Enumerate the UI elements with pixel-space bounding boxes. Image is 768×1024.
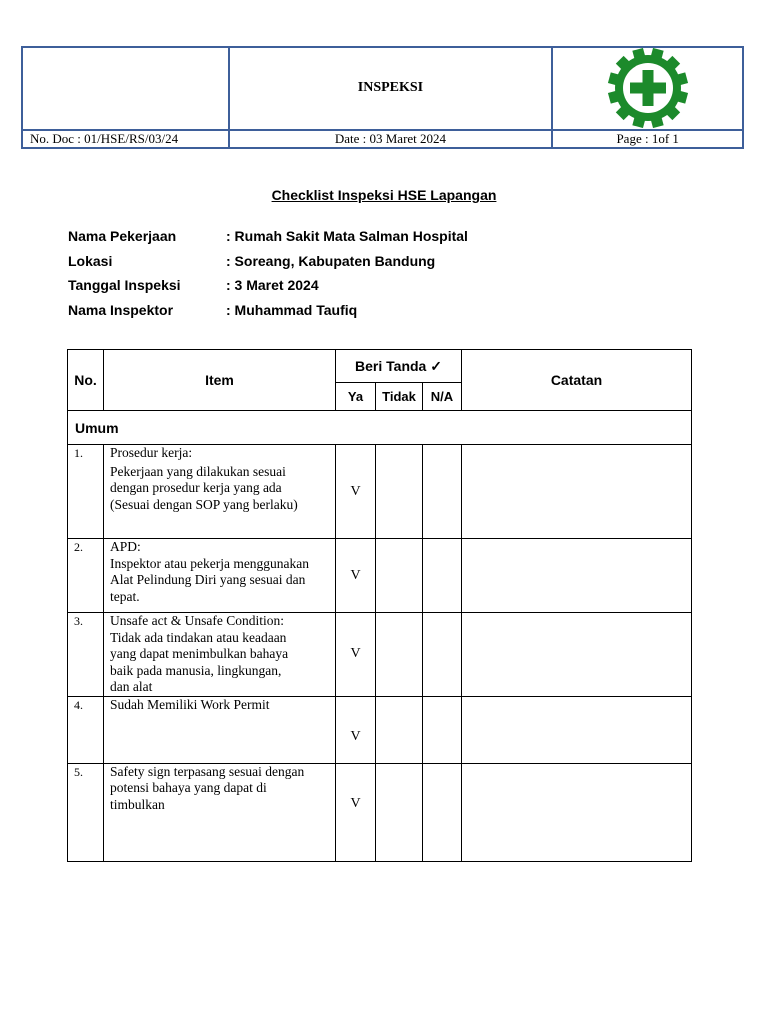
row-item — [104, 763, 336, 861]
row-item-body: potensi bahaya yang dapat di timbulkan — [110, 780, 267, 812]
header-title: INSPEKSI — [229, 47, 553, 130]
mark-tidak — [376, 763, 423, 861]
row-item-body: Pekerjaan yang dilakukan sesuai dengan prosedur kerja yang ada (Sesuai dengan SOP yang berlaku) — [110, 463, 298, 512]
info-value: : Rumah Sakit Mata Salman Hospital — [226, 228, 468, 245]
mark-ya: V — [336, 763, 376, 861]
table-row — [68, 696, 692, 763]
mark-na — [423, 539, 462, 613]
mark-na — [423, 445, 462, 539]
section-umum: Umum — [68, 411, 692, 445]
row-item-heading: Sudah Memiliki Work Permit — [110, 696, 270, 712]
info-row-inspektor — [68, 298, 468, 323]
row-item-body: Tidak ada tindakan atau keadaan yang dapat menimbulkan bahaya baik pada manusia, lingkungan, dan alat — [110, 629, 289, 694]
row-item — [104, 696, 336, 763]
row-item-body: Inspektor atau pekerja menggunakan Alat Pelindung Diri yang sesuai dan tepat. — [110, 555, 310, 604]
mark-na — [423, 696, 462, 763]
info-row-tanggal — [68, 273, 468, 298]
row-item — [104, 613, 336, 697]
row-item — [104, 445, 336, 539]
inspection-info — [68, 224, 468, 322]
info-value: : 3 Maret 2024 — [226, 277, 319, 294]
info-row-lokasi — [68, 249, 468, 274]
col-header-na: N/A — [423, 383, 462, 411]
mark-tidak — [376, 696, 423, 763]
header-blank-cell — [22, 47, 229, 130]
mark-tidak — [376, 613, 423, 697]
row-catatan — [462, 696, 692, 763]
doc-number: No. Doc : 01/HSE/RS/03/24 — [22, 130, 229, 148]
col-header-beri-tanda: Beri Tanda ✓ — [336, 350, 462, 383]
row-catatan — [462, 763, 692, 861]
table-row — [68, 763, 692, 861]
mark-tidak — [376, 539, 423, 613]
table-row — [68, 613, 692, 697]
col-header-tidak: Tidak — [376, 383, 423, 411]
table-row — [68, 445, 692, 539]
row-catatan — [462, 613, 692, 697]
mark-ya: V — [336, 539, 376, 613]
info-label: Nama Inspektor — [68, 301, 174, 318]
row-number: 1. — [68, 445, 104, 539]
row-number: 5. — [68, 763, 104, 861]
mark-na — [423, 763, 462, 861]
info-label: Nama Pekerjaan — [68, 228, 177, 245]
table-row — [68, 539, 692, 613]
row-item-heading: Unsafe act & Unsafe Condition: — [110, 613, 284, 628]
row-number: 3. — [68, 613, 104, 697]
col-header-no: No. — [68, 350, 104, 411]
row-item-heading: APD: — [110, 539, 141, 554]
checklist-table — [67, 349, 692, 862]
row-number: 2. — [68, 539, 104, 613]
row-catatan — [462, 539, 692, 613]
info-value: : Muhammad Taufiq — [226, 301, 358, 318]
mark-tidak — [376, 445, 423, 539]
mark-ya: V — [336, 445, 376, 539]
document-header — [21, 46, 744, 149]
row-catatan — [462, 445, 692, 539]
mark-ya: V — [336, 613, 376, 697]
col-header-catatan: Catatan — [462, 350, 692, 411]
doc-date: Date : 03 Maret 2024 — [229, 130, 553, 148]
info-label: Lokasi — [68, 252, 113, 269]
info-row-pekerjaan — [68, 224, 468, 249]
row-item-heading: Safety sign terpasang sesuai dengan — [110, 763, 305, 779]
info-value: : Soreang, Kabupaten Bandung — [226, 252, 436, 269]
k3-logo-cell — [552, 47, 743, 130]
mark-ya: V — [336, 696, 376, 763]
checklist-title: Checklist Inspeksi HSE Lapangan — [271, 187, 497, 203]
row-item-heading: Prosedur kerja: — [110, 445, 193, 460]
info-label: Tanggal Inspeksi — [68, 277, 181, 294]
page-number: Page : 1of 1 — [552, 130, 743, 148]
col-header-ya: Ya — [336, 383, 376, 411]
col-header-item: Item — [104, 350, 336, 411]
k3-cross-gear-logo-icon — [596, 48, 700, 128]
row-item — [104, 539, 336, 613]
mark-na — [423, 613, 462, 697]
row-number: 4. — [68, 696, 104, 763]
